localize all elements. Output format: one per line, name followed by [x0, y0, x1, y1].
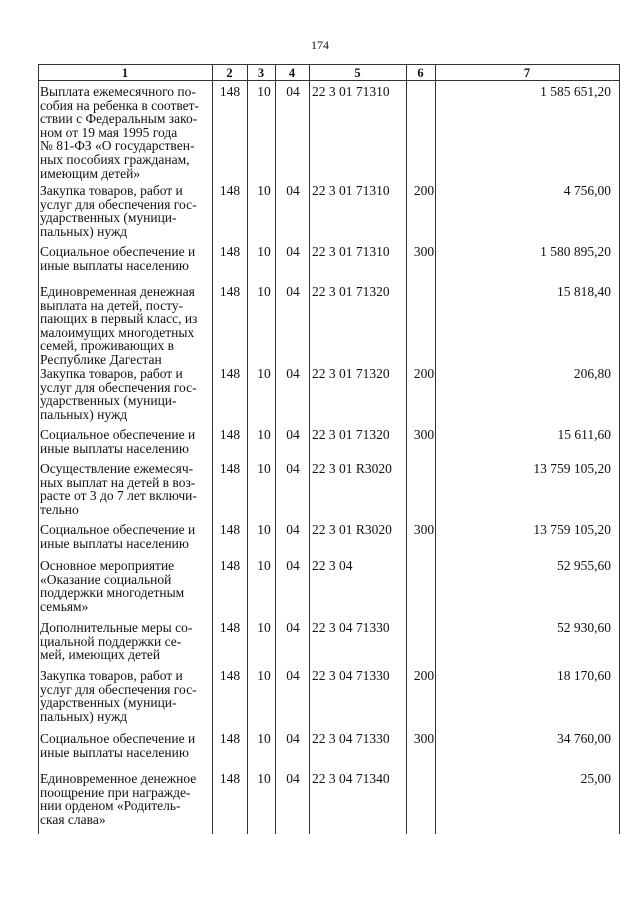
amount: 15 611,60 — [557, 427, 611, 442]
section-code: 10 — [257, 771, 271, 786]
page-number: 174 — [311, 38, 329, 52]
subsection-code: 04 — [286, 731, 300, 746]
description-line: выплата на детей, посту- — [40, 297, 184, 313]
target-article-code: 22 3 04 71330 — [312, 668, 390, 683]
column-divider — [212, 64, 213, 834]
ministry-code: 148 — [219, 461, 241, 476]
description-line: ном от 19 мая 1995 года — [40, 124, 178, 140]
ministry-code: 148 — [219, 771, 241, 786]
subsection-code: 04 — [286, 284, 300, 299]
description-line: пальных) нужд — [40, 708, 128, 724]
description-line: расте от 3 до 7 лет включи- — [40, 488, 197, 504]
section-code: 10 — [257, 668, 271, 683]
ministry-code: 148 — [219, 427, 241, 442]
description-line: ных выплат на детей в воз- — [40, 474, 196, 490]
target-article-code: 22 3 04 71330 — [312, 731, 390, 746]
target-article-code: 22 3 01 71320 — [312, 427, 390, 442]
section-code: 10 — [257, 461, 271, 476]
ministry-code: 148 — [219, 558, 241, 573]
amount: 25,00 — [580, 771, 611, 786]
row-description — [40, 559, 210, 613]
subsection-code: 04 — [286, 427, 300, 442]
column-divider — [275, 64, 276, 834]
subsection-code: 04 — [286, 366, 300, 381]
subsection-code: 04 — [286, 522, 300, 537]
row-description — [40, 428, 210, 455]
subsection-code: 04 — [286, 244, 300, 259]
description-line: Закупка товаров, работ и — [40, 366, 183, 381]
target-article-code: 22 3 01 71320 — [312, 366, 390, 381]
column-divider — [406, 64, 407, 834]
row-description — [40, 462, 210, 516]
description-line: поощрение при награжде- — [40, 784, 191, 800]
description-line: Единовременная денежная — [40, 284, 195, 299]
section-code: 10 — [257, 284, 271, 299]
description-line: Выплата ежемесячного по- — [40, 84, 196, 99]
description-line: Закупка товаров, работ и — [40, 183, 183, 198]
description-line: услуг для обеспечения гос- — [40, 379, 197, 395]
description-line: услуг для обеспечения гос- — [40, 681, 197, 697]
section-code: 10 — [257, 183, 271, 198]
ministry-code: 148 — [219, 366, 241, 381]
column-header-2: 2 — [226, 66, 233, 80]
row-description — [40, 367, 210, 421]
description-line: иные выплаты населению — [40, 440, 189, 456]
description-line: Осуществление ежемесяч- — [40, 461, 194, 476]
ministry-code: 148 — [219, 731, 241, 746]
section-code: 10 — [257, 522, 271, 537]
column-header-1: 1 — [121, 66, 129, 80]
description-line: иные выплаты населению — [40, 744, 189, 760]
description-line: имеющим детей» — [40, 165, 141, 181]
row-description — [40, 245, 210, 272]
subsection-code: 04 — [286, 771, 300, 786]
section-code: 10 — [257, 558, 271, 573]
description-line: Социальное обеспечение и — [40, 427, 196, 442]
amount: 206,80 — [573, 366, 611, 381]
row-description — [40, 285, 210, 367]
column-header-4: 4 — [288, 66, 296, 80]
column-header-5: 5 — [354, 66, 361, 80]
description-line: Республике Дагестан — [40, 351, 162, 367]
description-line: ударственных (муници- — [40, 210, 177, 226]
amount: 52 955,60 — [557, 558, 611, 573]
section-code: 10 — [257, 84, 271, 99]
description-line: малоимущих многодетных — [40, 324, 195, 340]
subsection-code: 04 — [286, 84, 300, 99]
expense-type-code: 300 — [413, 427, 435, 442]
amount: 52 930,60 — [557, 620, 611, 635]
target-article-code: 22 3 01 R3020 — [312, 461, 392, 476]
subsection-code: 04 — [286, 183, 300, 198]
description-line: нии орденом «Родитель- — [40, 798, 181, 814]
description-line: Социальное обеспечение и — [40, 522, 196, 537]
description-line: ударственных (муници- — [40, 695, 177, 711]
description-line: иные выплаты населению — [40, 535, 189, 551]
target-article-code: 22 3 01 R3020 — [312, 522, 392, 537]
target-article-code: 22 3 01 71310 — [312, 183, 390, 198]
description-line: иные выплаты населению — [40, 257, 189, 273]
section-code: 10 — [257, 244, 271, 259]
row-description — [40, 621, 210, 662]
ministry-code: 148 — [219, 84, 241, 99]
description-line: Социальное обеспечение и — [40, 244, 196, 259]
row-description — [40, 772, 210, 826]
expense-type-code: 300 — [413, 731, 435, 746]
description-line: семьям» — [40, 598, 89, 614]
ministry-code: 148 — [219, 244, 241, 259]
target-article-code: 22 3 04 71340 — [312, 771, 390, 786]
description-line: тельно — [40, 501, 79, 517]
section-code: 10 — [257, 620, 271, 635]
description-line: мей, имеющих детей — [40, 647, 161, 663]
ministry-code: 148 — [219, 522, 241, 537]
column-divider — [435, 64, 436, 834]
row-description — [40, 85, 210, 180]
target-article-code: 22 3 04 71330 — [312, 620, 390, 635]
amount: 1 580 895,20 — [540, 244, 611, 259]
description-line: Единовременное денежное — [40, 771, 197, 786]
target-article-code: 22 3 04 — [312, 558, 353, 573]
expense-type-code: 300 — [413, 244, 435, 259]
amount: 13 759 105,20 — [533, 522, 611, 537]
amount: 4 756,00 — [563, 183, 611, 198]
description-line: семей, проживающих в — [40, 338, 174, 354]
description-line: пальных) нужд — [40, 223, 128, 239]
row-description — [40, 184, 210, 238]
table-top-border — [38, 64, 620, 65]
subsection-code: 04 — [286, 668, 300, 683]
subsection-code: 04 — [286, 620, 300, 635]
ministry-code: 148 — [219, 284, 241, 299]
column-divider — [309, 64, 310, 834]
ministry-code: 148 — [219, 183, 241, 198]
column-divider — [247, 64, 248, 834]
description-line: № 81-ФЗ «О государствен- — [40, 138, 195, 154]
target-article-code: 22 3 01 71310 — [312, 244, 390, 259]
expense-type-code: 300 — [413, 522, 435, 537]
amount: 18 170,60 — [557, 668, 611, 683]
table-left-border — [38, 64, 39, 834]
amount: 34 760,00 — [557, 731, 611, 746]
row-description — [40, 523, 210, 550]
column-header-7: 7 — [523, 66, 531, 80]
target-article-code: 22 3 01 71320 — [312, 284, 390, 299]
description-line: поддержки многодетным — [40, 585, 185, 601]
section-code: 10 — [257, 366, 271, 381]
expense-type-code: 200 — [413, 366, 435, 381]
target-article-code: 22 3 01 71310 — [312, 84, 390, 99]
subsection-code: 04 — [286, 461, 300, 476]
section-code: 10 — [257, 731, 271, 746]
column-header-6: 6 — [417, 66, 424, 80]
description-line: «Оказание социальной — [40, 571, 172, 587]
expense-type-code: 200 — [413, 668, 435, 683]
row-description — [40, 669, 210, 723]
table-right-border — [619, 64, 620, 834]
description-line: Дополнительные меры со- — [40, 620, 193, 635]
budget-table — [38, 64, 620, 834]
description-line: ных пособиях гражданам, — [40, 151, 190, 167]
description-line: услуг для обеспечения гос- — [40, 196, 197, 212]
amount: 1 585 651,20 — [540, 84, 611, 99]
row-description — [40, 732, 210, 759]
description-line: Закупка товаров, работ и — [40, 668, 183, 683]
subsection-code: 04 — [286, 558, 300, 573]
ministry-code: 148 — [219, 668, 241, 683]
ministry-code: 148 — [219, 620, 241, 635]
description-line: Основное мероприятие — [40, 558, 175, 573]
description-line: ударственных (муници- — [40, 393, 177, 409]
description-line: ская слава» — [40, 811, 106, 827]
description-line: пальных) нужд — [40, 406, 128, 422]
description-line: пающих в первый класс, из — [40, 311, 198, 327]
column-header-3: 3 — [257, 66, 265, 80]
amount: 15 818,40 — [557, 284, 611, 299]
section-code: 10 — [257, 427, 271, 442]
amount: 13 759 105,20 — [533, 461, 611, 476]
description-line: Социальное обеспечение и — [40, 731, 196, 746]
description-line: циальной поддержки се- — [40, 633, 182, 649]
description-line: собия на ребенка в соответ- — [40, 97, 200, 113]
expense-type-code: 200 — [413, 183, 435, 198]
description-line: ствии с Федеральным зако- — [40, 111, 198, 127]
